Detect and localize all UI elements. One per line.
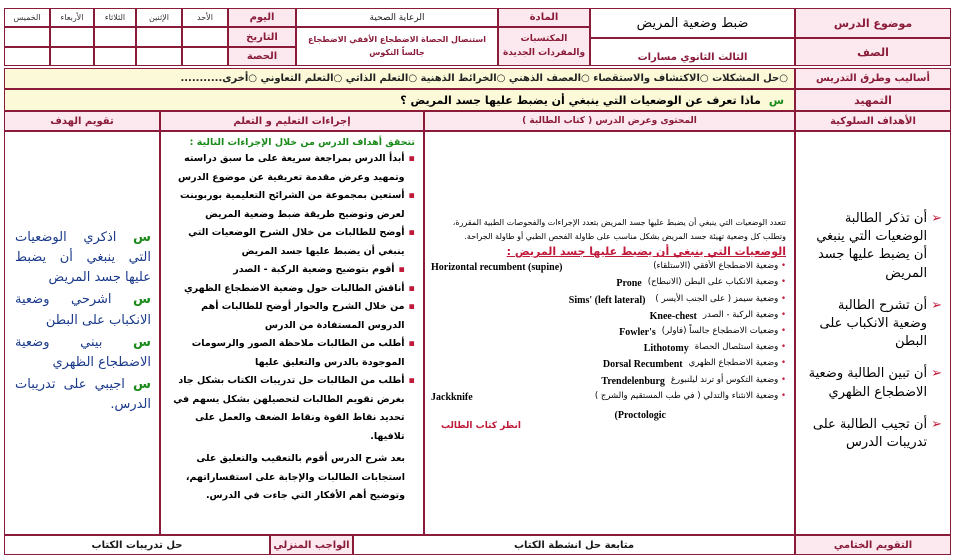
position-item: • وضعية استئصال الحصاة Lithotomy — [643, 342, 786, 355]
procedure-item: ▪ من خلال الشرح والحوار أوضح للطالبات أهم الدروس المستفادة من الدرس — [201, 301, 415, 331]
arrow-icon: ➢ — [931, 211, 942, 226]
intro-prefix: س — [768, 93, 784, 107]
period-cell-5[interactable] — [4, 47, 50, 66]
strategies-label: أساليب وطرق التدريس — [795, 68, 951, 89]
eval-item: س اذكري الوضعيات التي ينبغي أن يضبط عليها جسد المريض — [15, 230, 151, 286]
procedure-item: ▪ أقوم بتوضيح وضعية الركبة - الصدر — [233, 264, 405, 276]
day-thursday: الخميس — [4, 8, 50, 27]
procedures-list — [169, 150, 415, 446]
day-label: اليوم — [228, 8, 296, 27]
position-item: • وضعية الاضطجاع الأفقي (الاستلقاء) Horizontal recumbent (supine) — [431, 261, 786, 274]
position-item: • وضعية الانكباب على البطن (الانبطاح) Prone — [616, 277, 786, 290]
col-evaluation: تقويم الهدف — [4, 111, 160, 131]
final-eval-value: متابعة حل انشطة الكتاب — [353, 535, 795, 555]
procedures-heading: تتحقق أهداف الدرس من خلال الإجراءات التالية : — [189, 137, 415, 148]
objective-item: ➢ أن تذكر الطالبة الوضعيات التي ينبغي أن يضبط عليها جسد المريض — [802, 210, 942, 283]
eval-item: س بيني وضعية الاضطجاع الظهري — [15, 334, 151, 370]
objectives-body — [795, 131, 951, 535]
col-procedures: إجراءات التعليم و التعلم — [160, 111, 424, 131]
evaluation-body — [4, 131, 160, 535]
grade-label: الصف — [795, 38, 951, 66]
period-cell-2[interactable] — [136, 47, 182, 66]
position-item: • وضعية سيمز ( على الجنب الأيسر ) Sims' (left lateral) — [568, 293, 786, 306]
homework-value: حل تدريبات الكتاب — [4, 535, 270, 555]
col-content: المحتوى وعرض الدرس ( كتاب الطالبة ) — [424, 111, 795, 131]
objective-item: ➢ أن تجيب الطالبة على تدريبات الدرس — [802, 416, 942, 452]
position-item: • وضعية الاضطجاع الظهري Dorsal Recumbent — [602, 358, 786, 371]
day-wednesday: الأربعاء — [50, 8, 94, 27]
position-item: • وضعية الركبة - الصدر Knee-chest — [649, 309, 786, 322]
lesson-topic-label: موضوع الدرس — [795, 8, 951, 38]
position-item: • وضعية التكوس أو ترند ليلنبورغ Trendelenburg — [601, 374, 786, 387]
final-eval-label: التقويم الختامي — [795, 535, 951, 555]
date-cell-1[interactable] — [182, 27, 228, 47]
content-body — [424, 131, 795, 535]
procedure-item: ▪ أناقش الطالبات حول وضعية الاضطجاع الظهري — [184, 282, 415, 294]
lesson-topic-value: ضبط وضعية المريض — [590, 8, 795, 38]
period-label: الحصة — [228, 47, 296, 66]
intro-question-text: ماذا تعرف عن الوضعيات التي ينبغي أن يضبط عليها جسد المريض ؟ — [400, 93, 761, 107]
position-item: • وضعيات الاضطجاع جالساً (فاولر) Fowler's — [619, 325, 786, 338]
procedure-item: ▪ أطلب من الطالبات ملاحظة الصور والرسومات الموجودة بالدرس والتعليق عليها — [191, 338, 415, 368]
content-heading: الوضعيات التي ينبغي أن يضبط عليها جسد المريض : — [506, 245, 786, 259]
subject-label: المادة — [498, 8, 590, 27]
vocab-label: المكتسبات والمفردات الجديدة — [498, 27, 590, 66]
date-cell-3[interactable] — [94, 27, 136, 47]
strategies-value: ○حل المشكلات ○الاكتشاف والاستقصاء ○العصف الذهني ○الخرائط الذهنية ○التعلم الذاتي ○التعلم التعاوني ○أخرى........... — [4, 68, 795, 89]
procedure-item: ▪ أستعين بمجموعة من الشرائح التعليمية بوربوينت لعرض وتوضيح طريقة ضبط وضعية المريض — [180, 190, 415, 220]
procedures-closing: بعد شرح الدرس أقوم بالتعقيب والتعليق على استجابات الطالبات والإجابة على استفساراتهم، وتوضيح أهم الأفكار التي جاءت في الدرس. — [185, 453, 405, 502]
arrow-icon: ➢ — [931, 366, 942, 382]
eval-item: س اشرحي وضعية الانكباب على البطن — [15, 292, 151, 328]
subject-value: الرعاية الصحية — [296, 8, 498, 27]
date-cell-2[interactable] — [136, 27, 182, 47]
period-cell-1[interactable] — [182, 47, 228, 66]
period-cell-4[interactable] — [50, 47, 94, 66]
intro-question — [4, 89, 795, 111]
procedure-item: ▪ أبدأ الدرس بمراجعة سريعة على ما سبق دراسته وتمهيد وعرض مقدمة تعريفية عن موضوع الدرس — [178, 153, 415, 183]
objective-item: ➢ أن تشرح الطالبة وضعية الانكباب على البطن — [802, 297, 942, 352]
date-cell-4[interactable] — [50, 27, 94, 47]
procedure-item: ▪ أطلب من الطالبات حل تدريبات الكتاب بشكل جاد بغرض تقويم الطالبات لتحصيلهن بشكل يسهم في تحديد نقاط القوة ونقاط الضعف والعمل على تلافيها. — [173, 375, 415, 442]
intro-label: التمهيد — [795, 89, 951, 111]
procedures-body — [160, 131, 424, 535]
arrow-icon: ➢ — [931, 416, 942, 432]
period-cell-3[interactable] — [94, 47, 136, 66]
date-cell-5[interactable] — [4, 27, 50, 47]
arrow-icon: ➢ — [931, 297, 942, 313]
positions-list — [431, 260, 786, 406]
homework-label: الواجب المنزلي — [270, 535, 353, 555]
eval-item: س اجيبي على تدريبات الدرس. — [15, 376, 151, 413]
grade-value: الثالث الثانوي مسارات — [590, 38, 795, 66]
procedure-item: ▪ أوضح للطالبات من خلال الشرح الوضعيات التي ينبغي أن يضبط عليها جسد المريض — [188, 227, 415, 257]
proctologic-label: (Proctologic — [614, 409, 666, 421]
objective-item: ➢ أن تبين الطالبة وضعية الاضطجاع الظهري — [802, 365, 942, 401]
day-monday: الإثنين — [136, 8, 182, 27]
col-objectives: الأهداف السلوكية — [795, 111, 951, 131]
see-book-note: انظر كتاب الطالب — [441, 420, 521, 431]
position-item: • وضعية الانثناء والتدلي ( في طب المستقيم والشرج ) Jackknife — [431, 390, 786, 403]
date-label: التاريخ — [228, 27, 296, 47]
day-sunday: الأحد — [182, 8, 228, 27]
vocab-value: استنصال الحصاة الاضطجاع الأفقي الاضطجاع جالساً التكوس — [296, 27, 498, 66]
day-tuesday: الثلاثاء — [94, 8, 136, 27]
content-intro: تتعدد الوضعيات التي ينبغي أن يضبط عليها جسد المريض بتعدد الإجراءات والفحوصات الطبية المقررة، وتطلب كل وضعية تهيئة جسد المريض بشكل مناسب على طاولة الفحص الطبي أو طاولة الجراحة. — [452, 218, 786, 241]
